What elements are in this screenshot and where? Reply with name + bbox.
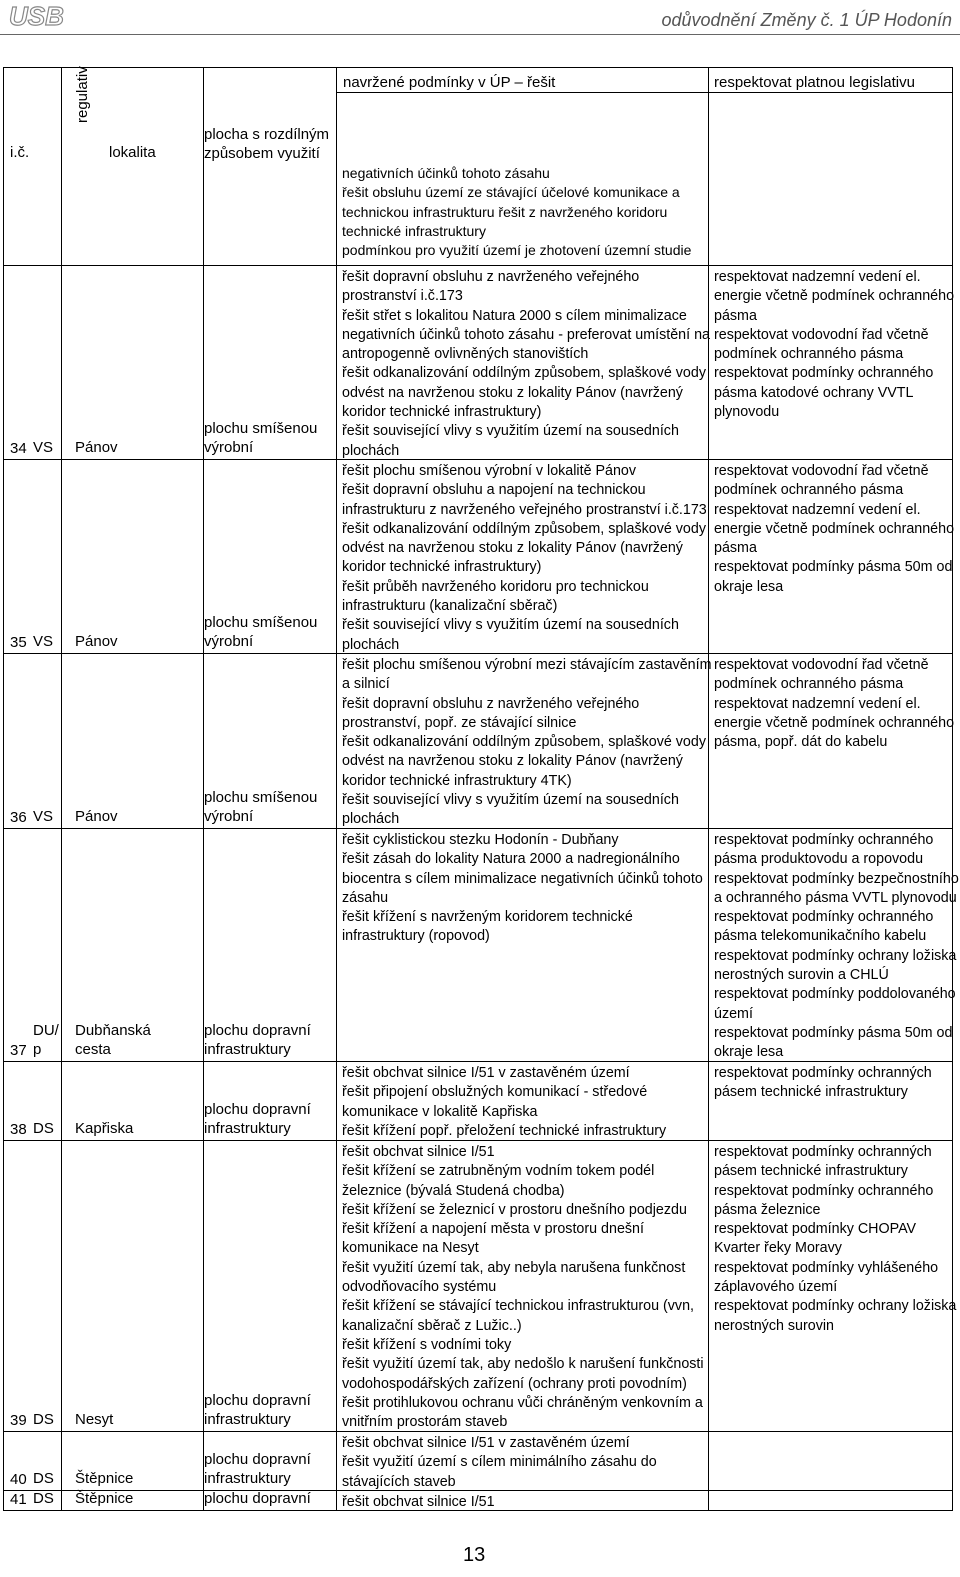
- row-regulativ-line: p: [33, 1041, 42, 1058]
- condition-line: plochách: [342, 811, 400, 828]
- header-lokalita: lokalita: [109, 144, 156, 161]
- row-number-box: [10, 1121, 27, 1138]
- row-regulativ: VS: [33, 439, 54, 456]
- condition-line: řešit využití území tak, aby nedošlo k narušení funkčnosti: [342, 1356, 704, 1373]
- row-regulativ: DS: [33, 1490, 54, 1507]
- legislation-line: podmínek ochranného pásma: [714, 676, 904, 693]
- row-regulativ-box: [33, 1410, 54, 1429]
- row-number-cell: [4, 1491, 33, 1510]
- row-number-cell: [4, 266, 33, 459]
- row-lokalita-cell: [62, 1062, 204, 1140]
- header-regulativ: regulativ: [74, 66, 91, 123]
- row-lokalita-box: [75, 1469, 133, 1488]
- condition-line: infrastruktury (ropovod): [342, 928, 490, 945]
- row-regulativ: DS: [33, 1411, 54, 1428]
- legislation-line: respektovat podmínky ochranných: [714, 1065, 932, 1081]
- row-plocha: výrobní: [204, 633, 254, 650]
- condition-line: odvést na navrženou stoku z lokality Pánov (navržený: [342, 753, 683, 770]
- row-plocha-cell: [204, 654, 337, 828]
- condition-line: stávajících staveb: [342, 1473, 456, 1490]
- condition-line: vodohospodářských zařízení (ochrany proti povodním): [342, 1375, 687, 1392]
- legislation-line: respektovat nadzemní vedení el.: [714, 501, 921, 518]
- condition-line: koridor technické infrastruktury): [342, 559, 542, 576]
- table-row: [4, 829, 959, 1062]
- row-regulativ-box: [33, 438, 53, 457]
- legislation-line: pásma produktovodu a ropovodu: [714, 851, 924, 868]
- row-number-box: [10, 440, 27, 457]
- row-plocha: výrobní: [204, 439, 254, 456]
- row-lokalita-cell: [62, 460, 204, 653]
- header-conditions-cell: [337, 68, 709, 265]
- row-number-cell: [4, 1141, 33, 1431]
- condition-line: řešit plochu smíšenou výrobní v lokalitě Pánov: [342, 463, 637, 479]
- legislation-line: energie včetně podmínek ochranného: [714, 288, 955, 305]
- legislation-line: plynovodu: [714, 404, 780, 421]
- condition-line: řešit křížení s vodními toky: [342, 1336, 512, 1353]
- condition-line: řešit křížení a napojení města v prostoru dnešní: [342, 1221, 644, 1238]
- row-plocha: infrastruktury: [204, 1120, 291, 1137]
- legislation-line: respektovat podmínky ochranného: [714, 909, 934, 926]
- condition-line: řešit obchvat silnice I/51 v zastavěném území: [342, 1065, 630, 1081]
- row-plocha-box: [204, 1100, 311, 1138]
- legislation-line: pásma katodové ochrany VVTL: [714, 384, 914, 401]
- condition-line: odvést na navrženou stoku z lokality Pánov (navržený: [342, 384, 683, 401]
- row-number-box: [10, 1412, 27, 1429]
- legislation-line: respektovat podmínky ochrany ložiska: [714, 1298, 957, 1315]
- legislation-line: pásem technické infrastruktury: [714, 1084, 908, 1101]
- row-number: 37: [10, 1042, 27, 1059]
- condition-line: řešit protihlukovou ochranu vůči chráněným venkovním a: [342, 1394, 703, 1411]
- header-divider-line: [709, 92, 952, 93]
- condition-line: biocentra s cílem minimalizace negativních účinků tohoto: [342, 870, 703, 887]
- legislation-line: respektovat podmínky poddolovaného: [714, 986, 956, 1003]
- row-number-box: [10, 1042, 27, 1059]
- row-conditions-cell: [337, 829, 709, 1061]
- legislation-line: pásma: [714, 540, 757, 557]
- legislation-line: respektovat podmínky ochranného: [714, 365, 934, 382]
- condition-line: odvodňovacího systému: [342, 1279, 497, 1296]
- legislation-line: respektovat podmínky bezpečnostního: [714, 870, 959, 887]
- row-regulativ-box: [33, 807, 53, 826]
- legislation-line: okraje lesa: [714, 1044, 784, 1061]
- row-conditions: [342, 1064, 666, 1141]
- condition-line: infrastrukturu z navrženého veřejného prostranství i.č.173: [342, 501, 707, 518]
- row-conditions-cell: [337, 1141, 709, 1431]
- row-conditions-cell: [337, 460, 709, 653]
- table-header: [4, 68, 952, 266]
- row-plocha-cell: [204, 1141, 337, 1431]
- row-number: 35: [10, 634, 27, 651]
- row-plocha-box: [204, 788, 317, 826]
- condition-line: řešit křížení s navrženým koridorem technické: [342, 909, 633, 926]
- row-conditions-cell: [337, 1062, 709, 1140]
- row-lokalita-box: [75, 632, 118, 651]
- row-legislation-cell: [709, 654, 955, 828]
- condition-line: řešit plochu smíšenou výrobní mezi stávajícím zastavěním: [342, 657, 712, 673]
- row-conditions-cell: [337, 266, 709, 459]
- row-plocha-box: [204, 1391, 311, 1429]
- header-legislation: respektovat platnou legislativu: [714, 74, 915, 91]
- row-legislation-cell: [709, 829, 959, 1061]
- row-regulativ-cell: [33, 1062, 62, 1140]
- table-body: [4, 266, 959, 1510]
- row-lokalita: Kapřiska: [75, 1120, 134, 1137]
- row-plocha-box: [204, 1489, 311, 1508]
- row-legislation: [714, 656, 954, 752]
- row-lokalita: Pánov: [75, 633, 118, 650]
- legislation-line: respektovat podmínky pásma 50m od: [714, 559, 953, 576]
- row-plocha: plochu dopravní: [204, 1022, 311, 1039]
- row-number-box: [10, 634, 27, 651]
- row-legislation: [714, 831, 959, 1063]
- legislation-line: respektovat podmínky CHOPAV: [714, 1221, 917, 1238]
- row-number-box: [10, 809, 27, 826]
- header-legislation-cell: [709, 68, 952, 265]
- row-plocha-box: [204, 1450, 311, 1488]
- row-conditions: [342, 831, 703, 947]
- condition-line: odvést na navrženou stoku z lokality Pánov (navržený: [342, 540, 683, 557]
- condition-line: koridor technické infrastruktury 4TK): [342, 772, 572, 789]
- condition-line: prostranství i.č.173: [342, 288, 463, 305]
- legislation-line: záplavového území: [714, 1279, 838, 1296]
- legislation-line: pásma, popř. dát do kabelu: [714, 734, 888, 751]
- condition-line: řešit související vlivy s využitím území na sousedních: [342, 617, 679, 634]
- row-conditions: [342, 1434, 657, 1492]
- legislation-line: respektovat podmínky ochrany ložiska: [714, 947, 957, 964]
- row-regulativ-cell: [33, 1432, 62, 1490]
- table-row: [4, 266, 955, 460]
- row-plocha-cell: [204, 829, 337, 1061]
- row-conditions: [342, 1493, 495, 1512]
- condition-line: a silnicí: [342, 676, 390, 693]
- row-number-cell: [4, 654, 33, 828]
- row-plocha: plochu smíšenou: [204, 789, 318, 806]
- row-regulativ-cell: [33, 460, 62, 653]
- condition-line: řešit dopravní obsluhu a napojení na technickou: [342, 482, 646, 499]
- row-plocha-cell: [204, 1491, 337, 1510]
- condition-line: infrastrukturu (kanalizační sběrač): [342, 598, 558, 615]
- condition-line: vnitřním prostorám staveb: [342, 1414, 508, 1431]
- condition-line: řešit křížení se zatrubněným vodním tokem podél: [342, 1163, 655, 1180]
- row-lokalita-box: [75, 1021, 151, 1059]
- condition-line: řešit křížení se železnicí v prostoru dnešního podjezdu: [342, 1201, 687, 1218]
- legislation-line: respektovat vodovodní řad včetně: [714, 463, 929, 479]
- legislation-line: Kvarter řeky Moravy: [714, 1240, 842, 1257]
- row-number-cell: [4, 829, 33, 1061]
- condition-line: kanalizační sběrač z Lužic..): [342, 1317, 522, 1334]
- table-row: [4, 654, 955, 829]
- condition-line: řešit odkanalizování oddílným způsobem, splaškové vody: [342, 520, 706, 537]
- condition-line: řešit průběh navrženého koridoru pro technickou: [342, 578, 649, 595]
- row-lokalita-box: [75, 1119, 133, 1138]
- row-legislation: [714, 1143, 956, 1336]
- row-plocha-box: [204, 1021, 311, 1059]
- row-plocha-cell: [204, 1062, 337, 1140]
- legislation-line: respektovat podmínky vyhlášeného: [714, 1259, 939, 1276]
- condition-line: řešit obchvat silnice I/51: [342, 1144, 495, 1160]
- condition-line: řešit související vlivy s využitím území na sousedních: [342, 423, 679, 440]
- header-ic: i.č.: [10, 144, 30, 161]
- row-regulativ-box: [33, 1469, 54, 1488]
- condition-line: řešit střet s lokalitou Natura 2000 s cílem minimalizace: [342, 307, 687, 324]
- condition-line: řešit obchvat silnice I/51 v zastavěném území: [342, 1435, 630, 1451]
- legislation-line: podmínek ochranného pásma: [714, 346, 904, 363]
- row-plocha-cell: [204, 266, 337, 459]
- legislation-line: respektovat podmínky pásma 50m od: [714, 1024, 953, 1041]
- legislation-line: území: [714, 1005, 753, 1022]
- row-lokalita-cell: [62, 829, 204, 1061]
- legislation-line: pásma telekomunikačního kabelu: [714, 928, 927, 945]
- header-lokalita-cell: [62, 68, 204, 265]
- row-legislation-cell: [709, 1432, 952, 1490]
- regulations-table: [3, 66, 959, 1511]
- condition-line: koridor technické infrastruktury): [342, 404, 542, 421]
- row-plocha: plochu smíšenou: [204, 614, 318, 631]
- condition-line: antropogenně ovlivněných stanovištích: [342, 346, 589, 363]
- condition-line: řešit související vlivy s využitím území na sousedních: [342, 792, 679, 809]
- row-number-box: [10, 1491, 27, 1508]
- table-row: [4, 1432, 952, 1491]
- row-conditions-cell: [337, 1491, 709, 1510]
- legislation-line: respektovat podmínky ochranných: [714, 1144, 932, 1160]
- row-plocha: infrastruktury: [204, 1470, 291, 1487]
- row-conditions: [342, 1143, 704, 1432]
- row-lokalita-box: [75, 807, 118, 826]
- row-plocha: plochu dopravní: [204, 1451, 311, 1468]
- row-conditions: [342, 656, 711, 830]
- condition-line: řešit obchvat silnice I/51: [342, 1494, 495, 1510]
- condition-line: zásahu: [342, 889, 389, 906]
- row-plocha-cell: [204, 460, 337, 653]
- row-lokalita-cell: [62, 1432, 204, 1490]
- row-lokalita-cell: [62, 266, 204, 459]
- row-regulativ-cell: [33, 1141, 62, 1431]
- condition-line: železnice (bývalá Studená chodba): [342, 1182, 565, 1199]
- row-plocha: plochu dopravní: [204, 1392, 311, 1409]
- row-conditions-cell: [337, 654, 712, 828]
- legislation-line: okraje lesa: [714, 578, 784, 595]
- condition-line: řešit zásah do lokality Natura 2000 a nadregionálního: [342, 851, 680, 868]
- condition-line: plochách: [342, 636, 400, 653]
- row-plocha: plochu dopravní: [204, 1490, 311, 1507]
- legislation-line: a ochranného pásma VVTL plynovodu: [714, 889, 957, 906]
- table-row: [4, 1062, 952, 1141]
- row-legislation-cell: [709, 1491, 952, 1510]
- row-regulativ-box: [33, 1021, 59, 1059]
- document-title: odůvodnění Změny č. 1 ÚP Hodonín: [661, 10, 952, 30]
- row-conditions: [342, 268, 710, 461]
- row-regulativ-box: [33, 632, 53, 651]
- condition-line: komunikace na Nesyt: [342, 1240, 479, 1257]
- row-plocha-box: [204, 419, 317, 457]
- legislation-line: respektovat vodovodní řad včetně: [714, 326, 929, 343]
- header-plocha: plocha s rozdílným způsobem využití: [204, 126, 330, 162]
- row-regulativ-cell: [33, 654, 62, 828]
- row-plocha-cell: [204, 1432, 337, 1490]
- condition-line: plochách: [342, 442, 400, 459]
- row-lokalita: Pánov: [75, 808, 118, 825]
- row-regulativ-box: [33, 1489, 54, 1508]
- row-lokalita: Dubňanská: [75, 1022, 151, 1039]
- condition-line: řešit odkanalizování oddílným způsobem, splaškové vody: [342, 734, 706, 751]
- row-lokalita-cell: [62, 654, 204, 828]
- row-lokalita: Štěpnice: [75, 1470, 134, 1487]
- svg-text:USB: USB: [9, 2, 64, 30]
- condition-line: komunikace v lokalitě Kapřiska: [342, 1103, 538, 1120]
- condition-line: řešit připojení obslužných komunikací - středové: [342, 1084, 648, 1101]
- row-number-cell: [4, 460, 33, 653]
- row-number-cell: [4, 1062, 33, 1140]
- row-plocha: výrobní: [204, 808, 254, 825]
- condition-line: řešit křížení popř. přeložení technické infrastruktury: [342, 1122, 667, 1139]
- usb-logo: [6, 2, 72, 30]
- condition-line: řešit využití území s cílem minimálního zásahu do: [342, 1454, 657, 1471]
- legislation-line: respektovat podmínky ochranného: [714, 832, 934, 848]
- row-lokalita-box: [75, 438, 118, 457]
- legislation-line: respektovat podmínky ochranného: [714, 1182, 934, 1199]
- condition-line: řešit dopravní obsluhu z navrženého veřejného: [342, 269, 640, 285]
- legislation-line: energie včetně podmínek ochranného: [714, 520, 955, 537]
- row-legislation-cell: [709, 266, 955, 459]
- condition-line: prostranství, popř. ze stávající silnice: [342, 714, 577, 731]
- row-legislation: [714, 268, 954, 422]
- condition-line: řešit dopravní obsluhu z navrženého veřejného: [342, 695, 640, 712]
- header-conditions-carry: negativních účinků tohoto zásahu řešit obsluhu území ze stávající účelové komunikace a technickou infrastrukturu řešit z navrženého koridoru technické infrastruktury podmínkou pro využití území je zhotovení územní studie: [342, 165, 692, 259]
- condition-line: negativních účinků tohoto zásahu - preferovat umístění na: [342, 326, 710, 343]
- row-lokalita-cell: [62, 1491, 204, 1510]
- row-number: 38: [10, 1121, 27, 1138]
- row-number: 39: [10, 1412, 27, 1429]
- row-lokalita: cesta: [75, 1041, 111, 1058]
- legislation-line: pásma: [714, 307, 757, 324]
- row-regulativ: VS: [33, 808, 54, 825]
- table-row: [4, 1141, 957, 1432]
- condition-line: řešit křížení se stávající technickou infrastrukturou (vvn,: [342, 1298, 694, 1315]
- legislation-line: pásma železnice: [714, 1201, 821, 1218]
- row-number: 34: [10, 440, 27, 457]
- row-number: 36: [10, 809, 27, 826]
- row-number: 40: [10, 1471, 27, 1488]
- row-legislation-cell: [709, 1141, 957, 1431]
- legislation-line: nerostných surovin: [714, 1317, 834, 1334]
- row-legislation: [714, 1064, 932, 1103]
- condition-line: řešit cyklistickou stezku Hodonín - Dubňany: [342, 832, 619, 848]
- table-row: [4, 460, 955, 654]
- page-number: 13: [463, 1544, 486, 1566]
- row-plocha: infrastruktury: [204, 1041, 291, 1058]
- row-conditions-cell: [337, 1432, 709, 1490]
- row-regulativ-box: [33, 1119, 54, 1138]
- legislation-line: podmínek ochranného pásma: [714, 482, 904, 499]
- row-plocha: infrastruktury: [204, 1411, 291, 1428]
- header-plocha-cell: [204, 68, 337, 265]
- row-lokalita: Štěpnice: [75, 1490, 134, 1507]
- row-conditions: [342, 462, 707, 655]
- legislation-line: nerostných surovin a CHLÚ: [714, 967, 889, 984]
- row-regulativ: VS: [33, 633, 54, 650]
- row-lokalita: Pánov: [75, 439, 118, 456]
- row-number: 41: [10, 1491, 27, 1508]
- row-lokalita-cell: [62, 1141, 204, 1431]
- row-regulativ: DS: [33, 1470, 54, 1487]
- row-plocha: plochu dopravní: [204, 1101, 311, 1118]
- row-plocha: plochu smíšenou: [204, 420, 318, 437]
- row-lokalita-box: [75, 1410, 113, 1429]
- header-divider: [0, 34, 960, 35]
- condition-line: řešit odkanalizování oddílným způsobem, splaškové vody: [342, 365, 706, 382]
- header-conditions: navržené podmínky v ÚP – řešit: [343, 74, 556, 91]
- row-regulativ-line: DU/: [33, 1022, 59, 1039]
- condition-line: řešit využití území tak, aby nebyla narušena funkčnost: [342, 1259, 686, 1276]
- row-plocha-box: [204, 613, 317, 651]
- legislation-line: energie včetně podmínek ochranného: [714, 714, 955, 731]
- header-ic-cell: [4, 66, 91, 265]
- row-regulativ-cell: [33, 1491, 62, 1510]
- table-row: [4, 1491, 952, 1510]
- row-lokalita-box: [75, 1489, 133, 1508]
- legislation-line: respektovat nadzemní vedení el.: [714, 695, 921, 712]
- row-number-box: [10, 1471, 27, 1488]
- row-lokalita: Nesyt: [75, 1411, 114, 1428]
- row-regulativ-cell: [33, 829, 62, 1061]
- row-legislation-cell: [709, 1062, 952, 1140]
- row-legislation: [714, 462, 954, 597]
- legislation-line: respektovat nadzemní vedení el.: [714, 269, 921, 285]
- row-regulativ: DS: [33, 1120, 54, 1137]
- row-number-cell: [4, 1432, 33, 1490]
- legislation-line: pásem technické infrastruktury: [714, 1163, 908, 1180]
- row-regulativ-cell: [33, 266, 62, 459]
- legislation-line: respektovat vodovodní řad včetně: [714, 657, 929, 673]
- row-legislation-cell: [709, 460, 955, 653]
- header-divider-line: [337, 92, 708, 93]
